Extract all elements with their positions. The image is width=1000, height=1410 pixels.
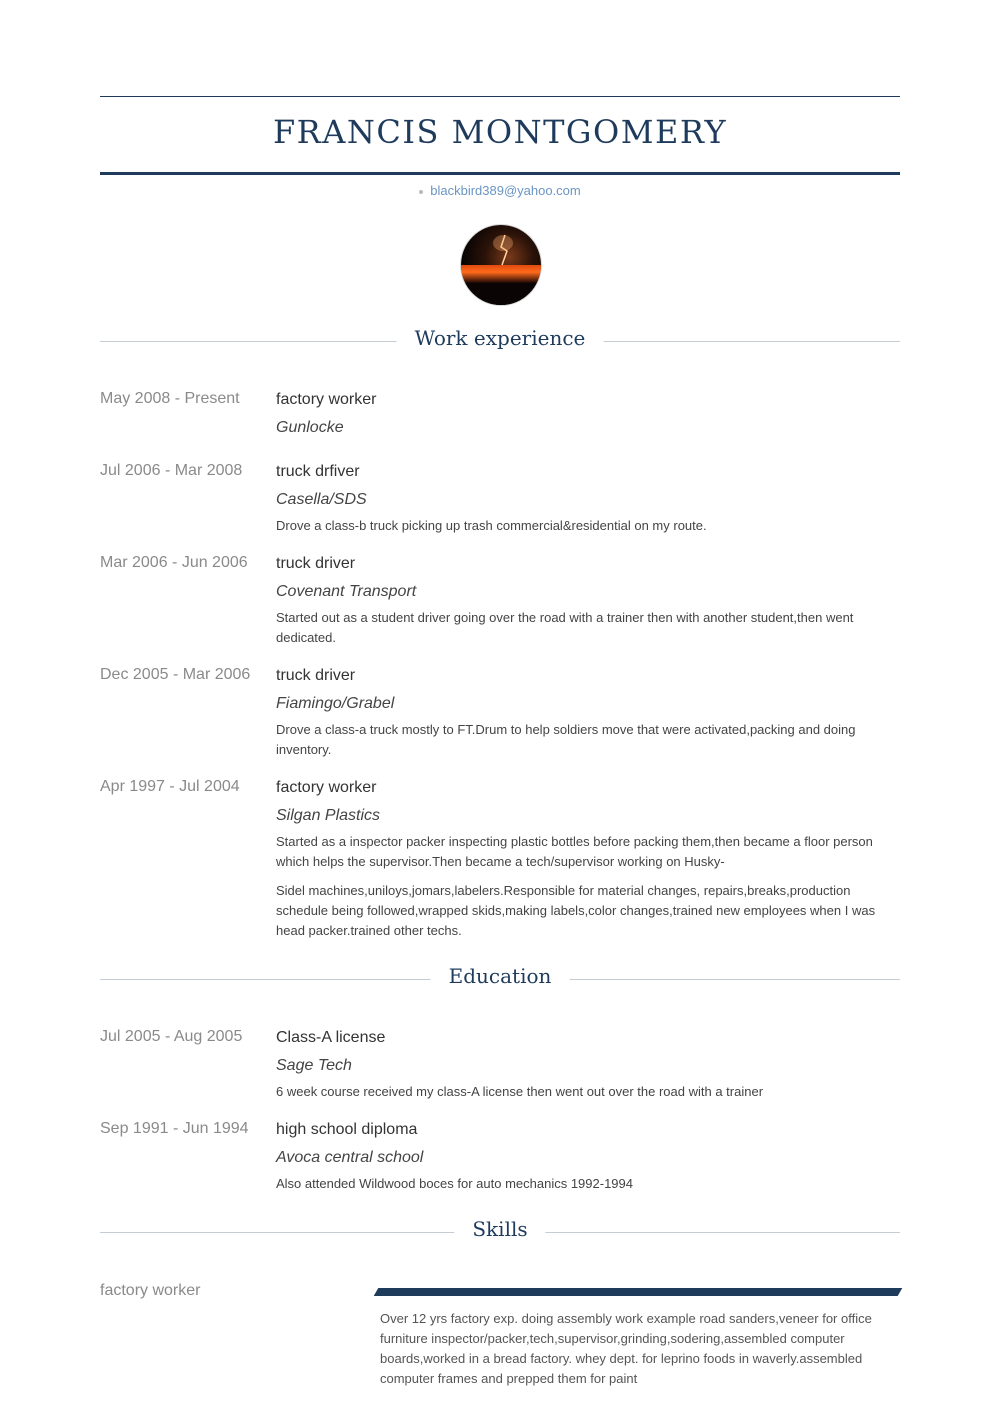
entry-dates: Apr 1997 - Jul 2004 — [100, 778, 240, 795]
section-work-experience — [100, 326, 900, 356]
contact-line — [100, 183, 900, 198]
skill-level-bar — [374, 1288, 903, 1296]
entry-organization: Covenant Transport — [276, 583, 417, 600]
skill-level-track — [376, 1288, 900, 1296]
entry-role: truck driver — [276, 555, 356, 572]
bullet-icon — [419, 190, 423, 194]
entry-description: Drove a class-b truck picking up trash commercial&residential on my route. — [276, 518, 707, 533]
entry-role: truck driver — [276, 667, 356, 684]
entry-dates: Mar 2006 - Jun 2006 — [100, 554, 248, 571]
entry-organization: Fiamingo/Grabel — [276, 695, 395, 712]
entry-description: 6 week course received my class-A license then went out over the road with a trainer — [276, 1084, 764, 1099]
entry-institution: Avoca central school — [276, 1149, 424, 1166]
entry-description: Started out as a student driver going over the road with a trainer then with another student,then went dedicated. — [276, 610, 854, 645]
entry-organization: Casella/SDS — [276, 491, 367, 508]
lightning-photo — [461, 225, 541, 305]
entry-dates: May 2008 - Present — [100, 390, 240, 407]
entry-description-continued: Sidel machines,uniloys,jomars,labelers.Responsible for material changes, repairs,breaks,production schedule being followed,wrapped skids,making labels,color changes,trained new employees when I was head packer.trained other techs. — [276, 883, 876, 938]
entry-dates: Sep 1991 - Jun 1994 — [100, 1120, 249, 1137]
header-bottom-rule — [100, 172, 900, 175]
section-title: Work experience — [397, 326, 604, 350]
entry-degree: Class-A license — [276, 1029, 386, 1046]
entry-role: factory worker — [276, 779, 377, 796]
section-title: Skills — [454, 1217, 545, 1241]
candidate-name: FRANCIS MONTGOMERY — [272, 113, 728, 151]
entry-institution: Sage Tech — [276, 1057, 352, 1074]
entry-dates: Jul 2005 - Aug 2005 — [100, 1028, 243, 1045]
entry-degree: high school diploma — [276, 1121, 418, 1138]
entry-description: Drove a class-a truck mostly to FT.Drum to help soldiers move that were activated,packing and doing inventory. — [276, 722, 856, 757]
skill-description: Over 12 yrs factory exp. doing assembly work example road sanders,veneer for office furniture inspector/packer,tech,supervisor,grinding,sodering,assembled computer boards,worked in a bread factory. whey dept. for leprino foods in waverly.assembled computer frames and prepped them for paint — [380, 1311, 872, 1386]
entry-role: factory worker — [276, 391, 377, 408]
entry-dates: Dec 2005 - Mar 2006 — [100, 666, 251, 683]
avatar — [460, 224, 542, 306]
header-top-rule — [100, 96, 900, 97]
entry-organization: Silgan Plastics — [276, 807, 381, 824]
entry-description: Also attended Wildwood boces for auto mechanics 1992-1994 — [276, 1176, 633, 1191]
skill-name: factory worker — [100, 1282, 201, 1299]
section-title: Education — [431, 964, 570, 988]
section-education — [100, 964, 900, 994]
section-skills — [100, 1217, 900, 1247]
entry-organization: Gunlocke — [276, 419, 344, 436]
entry-description: Started as a inspector packer inspecting plastic bottles before packing them,then became a floor person which helps the supervisor.Then became a tech/supervisor working on Husky- — [276, 834, 873, 869]
entry-dates: Jul 2006 - Mar 2008 — [100, 462, 243, 479]
email-link[interactable]: blackbird389@yahoo.com — [430, 183, 581, 198]
entry-role: truck drfiver — [276, 463, 360, 480]
